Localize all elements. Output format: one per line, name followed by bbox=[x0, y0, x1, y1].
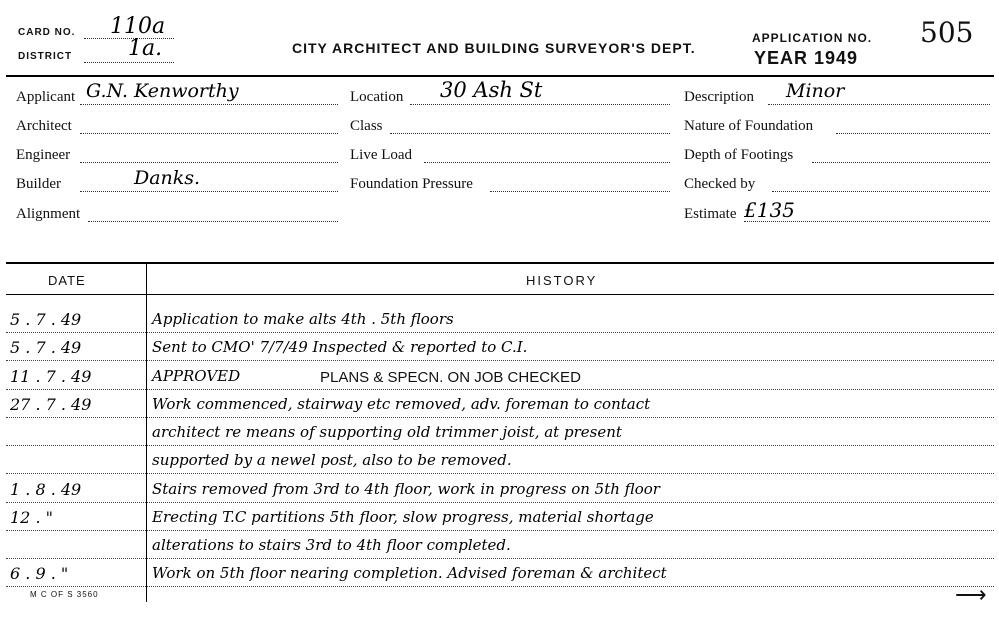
continue-arrow-icon: ⟶ bbox=[955, 582, 987, 607]
checked-line bbox=[772, 191, 990, 192]
builder-value: Danks. bbox=[134, 167, 201, 189]
application-no-value: 505 bbox=[920, 16, 974, 49]
district-line bbox=[84, 62, 174, 63]
history-entry: APPROVED bbox=[152, 367, 241, 385]
live-load-line bbox=[424, 162, 670, 163]
history-entry: supported by a newel post, also to be removed. bbox=[152, 451, 512, 469]
applicant-line bbox=[80, 104, 338, 105]
history-date: 27 . 7 . 49 bbox=[10, 395, 92, 414]
card-no-value: 110a bbox=[110, 14, 166, 39]
description-line bbox=[768, 104, 990, 105]
engineer-line bbox=[80, 162, 338, 163]
row-line bbox=[6, 502, 994, 503]
location-value: 30 Ash St bbox=[440, 78, 543, 102]
row-line bbox=[6, 558, 994, 559]
architect-label: Architect bbox=[16, 118, 72, 134]
application-no-label: APPLICATION NO. bbox=[752, 31, 873, 45]
department-title: CITY ARCHITECT AND BUILDING SURVEYOR'S DEPT. bbox=[292, 40, 696, 56]
history-top-rule bbox=[6, 262, 994, 264]
row-line bbox=[6, 417, 994, 418]
foundation-pressure-line bbox=[490, 191, 670, 192]
history-entry: Work commenced, stairway etc removed, adv. foreman to contact bbox=[152, 395, 651, 413]
row-line bbox=[6, 530, 994, 531]
row-line bbox=[6, 445, 994, 446]
district-label: DISTRICT bbox=[18, 51, 73, 62]
history-entry: architect re means of supporting old trimmer joist, at present bbox=[152, 423, 622, 441]
alignment-line bbox=[88, 221, 338, 222]
row-line bbox=[6, 332, 994, 333]
history-entry: alterations to stairs 3rd to 4th floor completed. bbox=[152, 536, 511, 554]
estimate-label: Estimate bbox=[684, 206, 737, 222]
depth-line bbox=[812, 162, 990, 163]
history-date: 11 . 7 . 49 bbox=[10, 367, 92, 386]
history-date: 1 . 8 . 49 bbox=[10, 480, 82, 499]
district-value: 1a. bbox=[128, 36, 163, 61]
card-no-label: CARD NO. bbox=[18, 27, 76, 38]
live-load-label: Live Load bbox=[350, 147, 413, 163]
applicant-value: G.N. Kenworthy bbox=[86, 80, 239, 102]
form-code: M C OF S 3560 bbox=[30, 590, 99, 599]
estimate-value: £135 bbox=[744, 198, 795, 222]
builder-line bbox=[80, 191, 338, 192]
history-header: HISTORY bbox=[526, 273, 598, 288]
description-value: Minor bbox=[786, 80, 845, 102]
location-label: Location bbox=[350, 89, 404, 105]
history-entry: Application to make alts 4th . 5th floors bbox=[152, 310, 454, 328]
builder-label: Builder bbox=[16, 176, 61, 192]
header-rule bbox=[6, 75, 994, 77]
row-line bbox=[6, 389, 994, 390]
history-entry: Sent to CMO' 7/7/49 Inspected & reported to C.I. bbox=[152, 338, 528, 356]
description-label: Description bbox=[684, 89, 754, 105]
class-line bbox=[390, 133, 670, 134]
location-line bbox=[410, 104, 670, 105]
foundation-pressure-label: Foundation Pressure bbox=[350, 176, 473, 192]
checked-by-label: Checked by bbox=[684, 176, 756, 192]
history-date: 6 . 9 . " bbox=[10, 564, 69, 583]
history-date: 12 . " bbox=[10, 508, 53, 527]
class-label: Class bbox=[350, 118, 383, 134]
row-line bbox=[6, 360, 994, 361]
history-header-rule bbox=[6, 294, 994, 295]
estimate-line bbox=[744, 221, 990, 222]
alignment-label: Alignment bbox=[16, 206, 81, 222]
nature-line bbox=[836, 133, 990, 134]
row-line bbox=[6, 473, 994, 474]
architect-line bbox=[80, 133, 338, 134]
plans-checked-stamp: PLANS & SPECN. ON JOB CHECKED bbox=[320, 369, 581, 386]
history-entry: Erecting T.C partitions 5th floor, slow progress, material shortage bbox=[152, 508, 654, 526]
depth-of-footings-label: Depth of Footings bbox=[684, 147, 794, 163]
nature-of-foundation-label: Nature of Foundation bbox=[684, 118, 814, 134]
history-date: 5 . 7 . 49 bbox=[10, 310, 82, 329]
applicant-label: Applicant bbox=[16, 89, 76, 105]
row-line bbox=[6, 586, 994, 587]
engineer-label: Engineer bbox=[16, 147, 71, 163]
history-entry: Stairs removed from 3rd to 4th floor, work in progress on 5th floor bbox=[152, 480, 660, 498]
year-label: YEAR 1949 bbox=[754, 48, 859, 68]
date-header: DATE bbox=[48, 273, 86, 288]
history-entry: Work on 5th floor nearing completion. Advised foreman & architect bbox=[152, 564, 667, 582]
history-date: 5 . 7 . 49 bbox=[10, 338, 82, 357]
date-column-divider bbox=[146, 262, 147, 602]
